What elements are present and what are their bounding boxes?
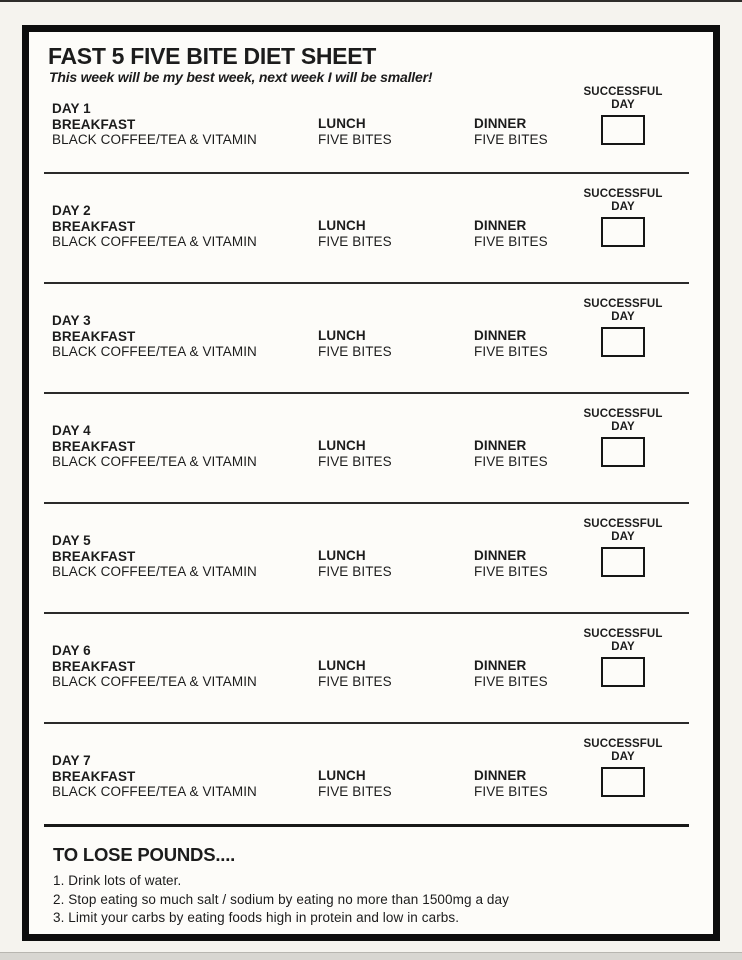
- lunch-label: LUNCH: [318, 328, 366, 343]
- diet-sheet-frame: [22, 25, 720, 941]
- dinner-value: FIVE BITES: [474, 563, 548, 579]
- successful-day-checkbox[interactable]: [601, 217, 645, 247]
- lunch-cell: [318, 116, 392, 147]
- photo-bottom-edge: [0, 952, 742, 960]
- lunch-value: FIVE BITES: [318, 563, 392, 579]
- dinner-value: FIVE BITES: [474, 343, 548, 359]
- breakfast-cell: [52, 533, 257, 580]
- lunch-cell: [318, 548, 392, 579]
- successful-day-label-line1: SUCCESSFUL: [583, 188, 663, 200]
- successful-day-cell: [568, 628, 678, 687]
- day-row-7: [44, 722, 689, 824]
- lunch-value: FIVE BITES: [318, 233, 392, 249]
- lunch-value: FIVE BITES: [318, 453, 392, 469]
- dinner-value: FIVE BITES: [474, 131, 548, 147]
- dinner-value: FIVE BITES: [474, 233, 548, 249]
- successful-day-label-line1: SUCCESSFUL: [583, 408, 663, 420]
- breakfast-label: BREAKFAST: [52, 116, 136, 132]
- day-row-2: [44, 172, 689, 282]
- tip-item-2: 2. Stop eating so much salt / sodium by eating no more than 1500mg a day: [53, 891, 509, 907]
- successful-day-cell: [568, 188, 678, 247]
- successful-day-label: [568, 86, 678, 112]
- successful-day-cell: [568, 298, 678, 357]
- lunch-cell: [318, 218, 392, 249]
- successful-day-label-line1: SUCCESSFUL: [583, 518, 663, 530]
- successful-day-label: [568, 518, 678, 544]
- day-row-5: [44, 502, 689, 612]
- dinner-cell: [474, 116, 548, 147]
- successful-day-cell: [568, 408, 678, 467]
- dinner-cell: [474, 438, 548, 469]
- breakfast-cell: [52, 203, 257, 250]
- lunch-cell: [318, 658, 392, 689]
- successful-day-cell: [568, 518, 678, 577]
- dinner-label: DINNER: [474, 548, 527, 563]
- dinner-label: DINNER: [474, 768, 527, 783]
- dinner-label: DINNER: [474, 438, 527, 453]
- successful-day-label-line2: DAY: [611, 201, 635, 213]
- breakfast-label: BREAKFAST: [52, 548, 136, 564]
- breakfast-cell: [52, 753, 257, 800]
- successful-day-label: [568, 408, 678, 434]
- tips-section: [44, 824, 689, 928]
- photo-top-edge: [0, 0, 742, 2]
- dinner-label: DINNER: [474, 658, 527, 673]
- breakfast-value: BLACK COFFEE/TEA & VITAMIN: [52, 132, 257, 147]
- breakfast-value: BLACK COFFEE/TEA & VITAMIN: [52, 234, 257, 249]
- day-label: DAY 2: [52, 203, 91, 218]
- successful-day-cell: [568, 738, 678, 797]
- dinner-label: DINNER: [474, 218, 527, 233]
- lunch-label: LUNCH: [318, 438, 366, 453]
- lunch-label: LUNCH: [318, 768, 366, 783]
- day-rows: [44, 85, 689, 824]
- sheet-header: [48, 44, 713, 85]
- dinner-label: DINNER: [474, 328, 527, 343]
- page-title: FAST 5 FIVE BITE DIET SHEET: [48, 43, 377, 69]
- lunch-label: LUNCH: [318, 116, 366, 131]
- tips-list: [53, 872, 689, 928]
- breakfast-label: BREAKFAST: [52, 658, 136, 674]
- successful-day-label-line1: SUCCESSFUL: [583, 628, 663, 640]
- successful-day-label-line2: DAY: [611, 99, 635, 111]
- day-row-6: [44, 612, 689, 722]
- dinner-label: DINNER: [474, 116, 527, 131]
- successful-day-label-line2: DAY: [611, 751, 635, 763]
- tip-item-3: 3. Limit your carbs by eating foods high in protein and low in carbs.: [53, 910, 460, 925]
- successful-day-checkbox[interactable]: [601, 115, 645, 145]
- successful-day-checkbox[interactable]: [601, 547, 645, 577]
- day-label: DAY 1: [52, 101, 91, 116]
- successful-day-checkbox[interactable]: [601, 767, 645, 797]
- successful-day-label: [568, 188, 678, 214]
- successful-day-checkbox[interactable]: [601, 657, 645, 687]
- tips-heading: TO LOSE POUNDS....: [53, 844, 236, 865]
- dinner-value: FIVE BITES: [474, 453, 548, 469]
- breakfast-cell: [52, 313, 257, 360]
- breakfast-cell: [52, 101, 257, 148]
- lunch-cell: [318, 438, 392, 469]
- successful-day-cell: [568, 86, 678, 145]
- dinner-cell: [474, 658, 548, 689]
- breakfast-cell: [52, 423, 257, 470]
- dinner-cell: [474, 218, 548, 249]
- breakfast-value: BLACK COFFEE/TEA & VITAMIN: [52, 344, 257, 359]
- lunch-value: FIVE BITES: [318, 673, 392, 689]
- dinner-cell: [474, 548, 548, 579]
- breakfast-label: BREAKFAST: [52, 218, 136, 234]
- successful-day-label: [568, 298, 678, 324]
- successful-day-label-line1: SUCCESSFUL: [583, 298, 663, 310]
- successful-day-label: [568, 628, 678, 654]
- successful-day-label-line2: DAY: [611, 531, 635, 543]
- breakfast-cell: [52, 643, 257, 690]
- lunch-cell: [318, 768, 392, 799]
- breakfast-label: BREAKFAST: [52, 768, 136, 784]
- breakfast-value: BLACK COFFEE/TEA & VITAMIN: [52, 674, 257, 689]
- page-subtitle: This week will be my best week, next week I will be smaller!: [49, 69, 433, 85]
- day-row-1: [44, 85, 689, 172]
- dinner-cell: [474, 768, 548, 799]
- day-label: DAY 4: [52, 423, 91, 438]
- breakfast-value: BLACK COFFEE/TEA & VITAMIN: [52, 564, 257, 579]
- lunch-value: FIVE BITES: [318, 131, 392, 147]
- dinner-value: FIVE BITES: [474, 783, 548, 799]
- tip-item-1: 1. Drink lots of water.: [53, 873, 182, 888]
- day-label: DAY 3: [52, 313, 91, 328]
- successful-day-label: [568, 738, 678, 764]
- dinner-cell: [474, 328, 548, 359]
- successful-day-label-line1: SUCCESSFUL: [583, 86, 663, 98]
- successful-day-checkbox[interactable]: [601, 327, 645, 357]
- breakfast-label: BREAKFAST: [52, 328, 136, 344]
- lunch-label: LUNCH: [318, 658, 366, 673]
- lunch-cell: [318, 328, 392, 359]
- lunch-label: LUNCH: [318, 548, 366, 563]
- lunch-label: LUNCH: [318, 218, 366, 233]
- lunch-value: FIVE BITES: [318, 343, 392, 359]
- successful-day-label-line2: DAY: [611, 641, 635, 653]
- day-row-3: [44, 282, 689, 392]
- successful-day-label-line2: DAY: [611, 311, 635, 323]
- day-label: DAY 6: [52, 643, 91, 658]
- breakfast-value: BLACK COFFEE/TEA & VITAMIN: [52, 454, 257, 469]
- day-label: DAY 5: [52, 533, 91, 548]
- successful-day-label-line1: SUCCESSFUL: [583, 738, 663, 750]
- successful-day-label-line2: DAY: [611, 421, 635, 433]
- lunch-value: FIVE BITES: [318, 783, 392, 799]
- breakfast-value: BLACK COFFEE/TEA & VITAMIN: [52, 784, 257, 799]
- dinner-value: FIVE BITES: [474, 673, 548, 689]
- successful-day-checkbox[interactable]: [601, 437, 645, 467]
- day-label: DAY 7: [52, 753, 91, 768]
- breakfast-label: BREAKFAST: [52, 438, 136, 454]
- day-row-4: [44, 392, 689, 502]
